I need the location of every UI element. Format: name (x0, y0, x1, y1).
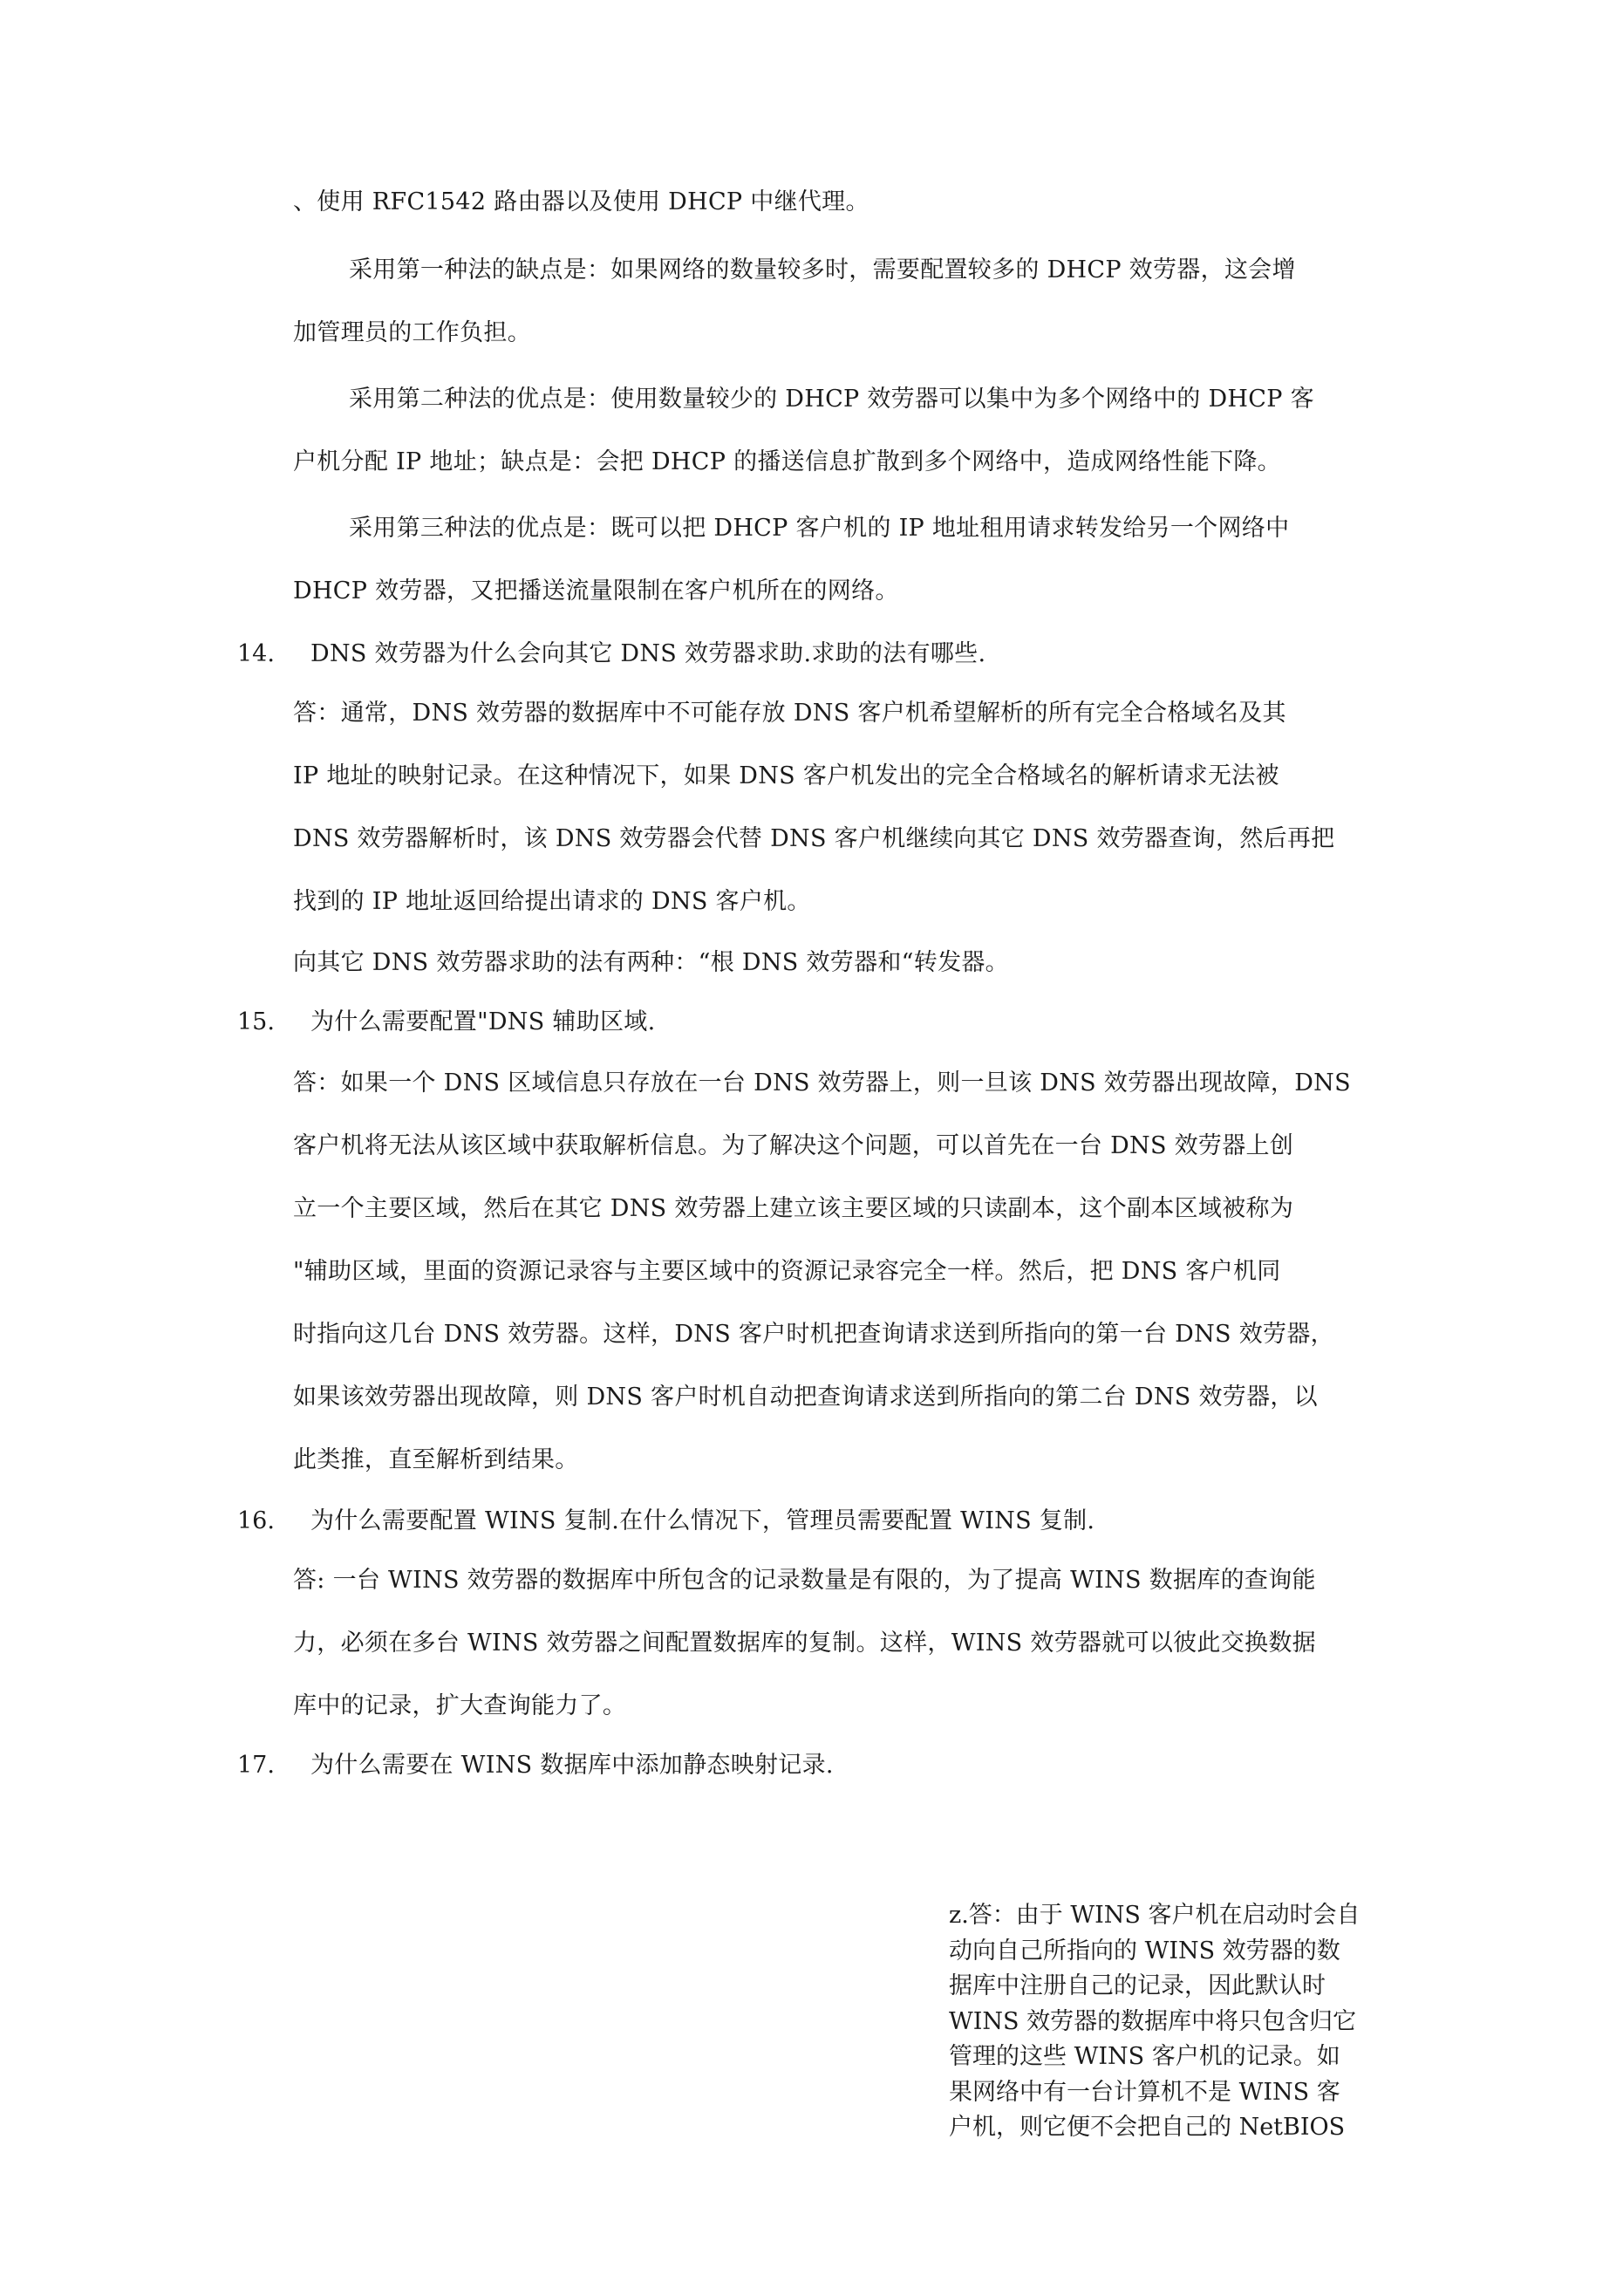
q14-answer-line-4: 找到的 IP 地址返回给提出请求的 DNS 客户机。 (293, 888, 811, 915)
intro-line-5: 户机分配 IP 地址；缺点是：会把 DHCP 的播送信息扩散到多个网络中，造成网络性能下降。 (293, 448, 1281, 475)
q17-answer-line-1: z.答：由于 WINS 客户机在启动时会自 (949, 1902, 1360, 1929)
q17-answer-line-4: WINS 效劳器的数据库中将只包含归它 (949, 2007, 1357, 2035)
q17-answer-line-6: 果网络中有一台计算机不是 WINS 客 (949, 2078, 1340, 2106)
q16-answer-line-3: 库中的记录，扩大查询能力了。 (293, 1692, 627, 1719)
q15-answer-line-2: 客户机将无法从该区域中获取解析信息。为了解决这个问题，可以首先在一台 DNS 效劳器上创 (293, 1132, 1294, 1159)
q17-number: 17. (237, 1752, 275, 1779)
q14-answer-line-5: 向其它 DNS 效劳器求助的法有两种：“根 DNS 效劳器和“转发器。 (293, 949, 1009, 976)
intro-line-1: 、使用 RFC1542 路由器以及使用 DHCP 中继代理。 (293, 188, 869, 215)
q17-answer-line-5: 管理的这些 WINS 客户机的记录。如 (949, 2043, 1340, 2070)
q14-answer-line-3: DNS 效劳器解析时，该 DNS 效劳器会代替 DNS 客户机继续向其它 DNS 效劳器查询，然后再把 (293, 825, 1335, 852)
intro-line-6: 采用第三种法的优点是：既可以把 DHCP 客户机的 IP 地址租用请求转发给另一个网络中 (349, 515, 1290, 542)
q15-question: 为什么需要配置"DNS 辅助区域. (310, 1008, 656, 1035)
q14-number: 14. (237, 640, 275, 667)
q15-answer-line-7: 此类推，直至解析到结果。 (293, 1446, 579, 1473)
q17-answer-box (949, 1898, 1402, 2146)
q14-answer-line-1: 答：通常，DNS 效劳器的数据库中不可能存放 DNS 客户机希望解析的所有完全合格域名及其 (293, 700, 1286, 727)
q15-number: 15. (237, 1008, 275, 1035)
q14-answer-line-2: IP 地址的映射记录。在这种情况下，如果 DNS 客户机发出的完全合格域名的解析请求无法被 (293, 762, 1279, 789)
intro-line-2: 采用第一种法的缺点是：如果网络的数量较多时，需要配置较多的 DHCP 效劳器，这会增 (349, 256, 1296, 284)
q15-answer-line-3: 立一个主要区域，然后在其它 DNS 效劳器上建立该主要区域的只读副本，这个副本区域被称为 (293, 1195, 1294, 1222)
q16-number: 16. (237, 1507, 275, 1534)
q16-question: 为什么需要配置 WINS 复制.在什么情况下，管理员需要配置 WINS 复制. (310, 1507, 1095, 1534)
q16-answer-line-2: 力，必须在多台 WINS 效劳器之间配置数据库的复制。这样，WINS 效劳器就可以彼此交换数据 (293, 1630, 1316, 1657)
q15-answer-line-6: 如果该效劳器出现故障，则 DNS 客户时机自动把查询请求送到所指向的第二台 DNS 效劳器，以 (293, 1384, 1318, 1411)
q15-answer-line-1: 答：如果一个 DNS 区域信息只存放在一台 DNS 效劳器上，则一旦该 DNS 效劳器出现故障，DNS (293, 1069, 1351, 1097)
q17-question: 为什么需要在 WINS 数据库中添加静态映射记录. (310, 1752, 834, 1779)
intro-line-3: 加管理员的工作负担。 (293, 319, 531, 346)
q15-answer-line-4: "辅助区域，里面的资源记录容与主要区域中的资源记录容完全一样。然后，把 DNS 客户机同 (293, 1258, 1281, 1285)
q14-question: DNS 效劳器为什么会向其它 DNS 效劳器求助.求助的法有哪些. (310, 640, 986, 667)
intro-line-7: DHCP 效劳器，又把播送流量限制在客户机所在的网络。 (293, 577, 899, 605)
intro-line-4: 采用第二种法的优点是：使用数量较少的 DHCP 效劳器可以集中为多个网络中的 DHCP 客 (349, 386, 1314, 413)
q15-answer-line-5: 时指向这几台 DNS 效劳器。这样，DNS 客户时机把查询请求送到所指向的第一台 DNS 效劳器， (293, 1321, 1334, 1348)
q16-answer-line-1: 答: 一台 WINS 效劳器的数据库中所包含的记录数量是有限的，为了提高 WINS 数据库的查询能 (293, 1567, 1316, 1594)
q17-answer-line-7: 户机，则它便不会把自己的 NetBIOS (949, 2114, 1346, 2141)
q17-answer-line-2: 动向自己所指向的 WINS 效劳器的数 (949, 1937, 1340, 1965)
q17-answer-line-3: 据库中注册自己的记录，因此默认时 (949, 1972, 1326, 1999)
